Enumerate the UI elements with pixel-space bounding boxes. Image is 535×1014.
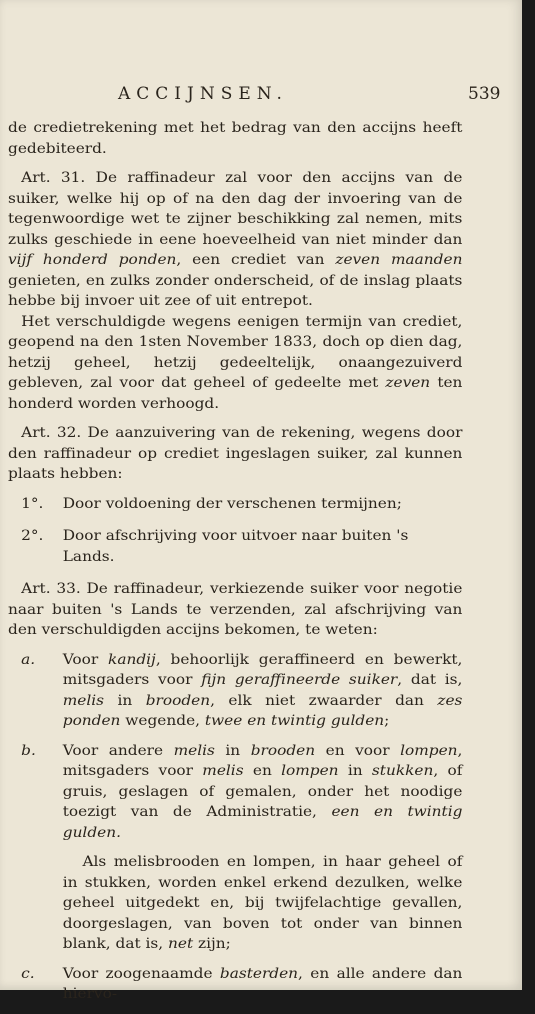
emphasis: lompen <box>281 763 339 779</box>
text-run: Als melisbrooden en lompen, in haar geheel of in stukken, worden enkel erkend dezulken, welke geheel uitgedekt en, bij twijfelachtige gevallen, doorgeslagen, van boven tot onder van binnen blank, dat is, <box>62 854 463 952</box>
text-run: Art. 31. De raffinadeur zal voor den accijns van de suiker, welke hij op of na den dag der invoering van de tegenwoordige wet te zijner beschikking zal nemen, mits zulks geschiede in eene hoeveelheid van niet minder dan <box>8 170 463 248</box>
article-32: Art. 32. De aanzuivering van de rekening, wegens door den raffinadeur op crediet ingeslagen suiker, zal kunnen plaats hebben: <box>8 425 463 482</box>
text-run: in <box>338 763 372 779</box>
list-label: 1°. <box>21 495 44 512</box>
text-run: Voor zoogenaamde <box>62 965 220 982</box>
article-31-paragraph-2 <box>8 312 462 415</box>
emphasis: zeven <box>385 375 431 391</box>
emphasis: zeven maanden <box>335 252 463 268</box>
list-item-a <box>8 650 462 732</box>
text-run: , een crediet van <box>176 252 336 268</box>
emphasis: brooden <box>250 742 316 759</box>
list-item-2 <box>8 526 462 567</box>
list-label: c. <box>21 965 35 982</box>
list-label: b. <box>21 742 36 759</box>
emphasis: fijn geraffineerde suiker <box>201 672 398 688</box>
text-run: , mitsgaders voor <box>62 742 463 779</box>
article-33: Art. 33. De raffinadeur, verkiezende suiker voor negotie naar buiten 's Lands te verzenden, zal afschrijving van den verschuldigden accijns bekomen, te weten: <box>8 581 463 638</box>
emphasis: stukken <box>371 763 434 779</box>
text-run: Voor andere <box>62 742 174 759</box>
emphasis: melis <box>62 692 105 709</box>
emphasis: vijf honderd ponden <box>8 252 177 268</box>
list-text <box>63 964 463 1005</box>
list-item-c <box>8 964 462 1005</box>
list-text <box>63 741 463 844</box>
list-item-1 <box>8 494 462 515</box>
emphasis: een en twintig gulden. <box>62 804 463 841</box>
text-run: ten honderd worden verhoogd. <box>8 375 463 412</box>
list-text: Door voldoening der verschenen termijnen; <box>62 495 402 512</box>
sub-paragraph <box>8 852 462 955</box>
text-run: ; <box>384 713 390 729</box>
emphasis: melis <box>173 742 215 759</box>
text-run: , behoorlijk geraffineerd en bewerkt, mitsgaders voor <box>62 651 463 688</box>
emphasis: lompen <box>400 742 458 759</box>
text-run: in <box>214 742 251 759</box>
page-number: 539 <box>468 84 501 104</box>
emphasis: net <box>168 936 194 952</box>
text-run: in <box>104 692 146 709</box>
text-run: , elk niet zwaarder dan <box>210 692 438 709</box>
emphasis: melis <box>202 763 244 779</box>
emphasis: brooden <box>145 692 211 709</box>
running-header <box>0 84 522 110</box>
list-text <box>63 650 463 732</box>
text-run: wegende, <box>120 713 205 729</box>
text-run: Het verschuldigde wegens eenigen termijn van crediet, geopend na den 1sten November 1833, doch op dien dag, hetzij geheel, hetzij gedeeltelijk, onaangezuiverd gebleven, zal voor dat geheel of gedeelte met <box>8 313 463 391</box>
text-run: , of gruis, geslagen of gemalen, onder het noodige toezigt van de Administratie, <box>62 763 463 820</box>
emphasis: basterden <box>219 965 299 982</box>
text-run: en voor <box>315 742 401 759</box>
emphasis: zes ponden <box>62 692 463 729</box>
text-run: zijn; <box>193 936 231 952</box>
list-label: 2°. <box>21 528 44 544</box>
body-text <box>8 118 462 1014</box>
text-run: , en alle andere dan hiervo- <box>62 965 463 1002</box>
list-item-b <box>8 741 462 844</box>
emphasis: twee en twintig gulden <box>204 713 385 729</box>
emphasis: kandij <box>108 651 156 668</box>
text-run: genieten, en zulks zonder onderscheid, of de inslag plaats hebbe bij invoer uit zee of uit entrepot. <box>8 272 463 309</box>
list-text: Door afschrijving voor uitvoer naar buiten 's Lands. <box>62 528 409 565</box>
text-run: , dat is, <box>397 672 463 688</box>
paragraph-continuation: de credietrekening met het bedrag van den accijns heeft gedebiteerd. <box>8 120 463 157</box>
text-run: Voor <box>62 651 109 668</box>
running-title: ACCIJNSEN. <box>118 84 288 104</box>
text-run: en <box>243 763 282 779</box>
list-label: a. <box>21 651 36 668</box>
article-31 <box>8 168 462 312</box>
